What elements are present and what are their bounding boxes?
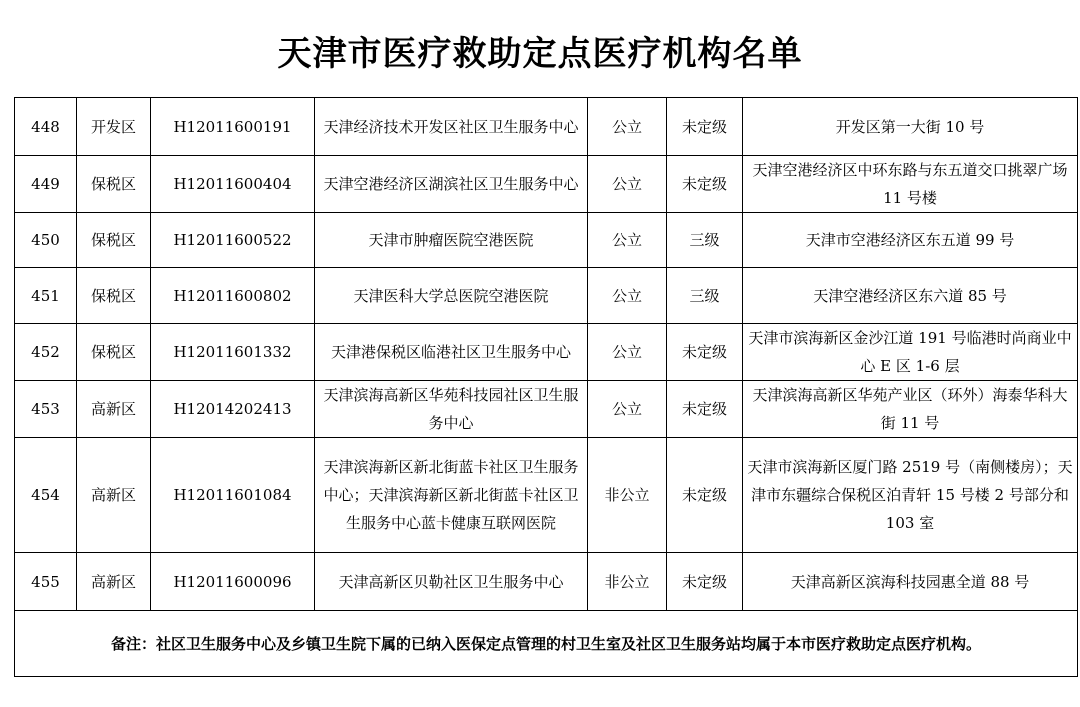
address-cell: 天津空港经济区东六道 85 号 xyxy=(743,268,1078,324)
nature-cell: 公立 xyxy=(588,213,667,268)
page-title: 天津市医疗救助定点医疗机构名单 xyxy=(277,34,803,74)
level-cell: 未定级 xyxy=(667,98,743,156)
row-number: 450 xyxy=(15,213,77,268)
row-number: 449 xyxy=(15,156,77,213)
note-row xyxy=(15,611,1078,677)
code-cell: H12011600522 xyxy=(151,213,315,268)
nature-cell: 非公立 xyxy=(588,438,667,553)
address-cell: 天津高新区滨海科技园惠全道 88 号 xyxy=(743,553,1078,611)
code-cell: H12014202413 xyxy=(151,381,315,438)
district-cell: 保税区 xyxy=(77,213,151,268)
address-cell: 天津市空港经济区东五道 99 号 xyxy=(743,213,1078,268)
district-cell: 保税区 xyxy=(77,268,151,324)
row-number: 455 xyxy=(15,553,77,611)
level-cell: 三级 xyxy=(667,213,743,268)
institution-name-cell: 天津高新区贝勒社区卫生服务中心 xyxy=(315,553,588,611)
level-cell: 未定级 xyxy=(667,438,743,553)
address-cell: 天津空港经济区中环东路与东五道交口挑翠广场 11 号楼 xyxy=(743,156,1078,213)
table-row xyxy=(15,98,1078,156)
institution-name-cell: 天津滨海高新区华苑科技园社区卫生服务中心 xyxy=(315,381,588,438)
table-row xyxy=(15,324,1078,381)
code-cell: H12011601084 xyxy=(151,438,315,553)
level-cell: 未定级 xyxy=(667,381,743,438)
address-cell: 天津市滨海新区厦门路 2519 号（南侧楼房）；天津市东疆综合保税区泊青轩 15 号楼 2 号部分和 103 室 xyxy=(743,438,1078,553)
row-number: 451 xyxy=(15,268,77,324)
address-cell: 天津滨海高新区华苑产业区（环外）海泰华科大街 11 号 xyxy=(743,381,1078,438)
nature-cell: 公立 xyxy=(588,268,667,324)
institution-name-cell: 天津滨海新区新北街蓝卡社区卫生服务中心；天津滨海新区新北街蓝卡社区卫生服务中心蓝卡健康互联网医院 xyxy=(315,438,588,553)
code-cell: H12011601332 xyxy=(151,324,315,381)
nature-cell: 公立 xyxy=(588,324,667,381)
row-number: 448 xyxy=(15,98,77,156)
district-cell: 高新区 xyxy=(77,381,151,438)
level-cell: 三级 xyxy=(667,268,743,324)
address-cell: 天津市滨海新区金沙江道 191 号临港时尚商业中心 E 区 1-6 层 xyxy=(743,324,1078,381)
table-row xyxy=(15,381,1078,438)
level-cell: 未定级 xyxy=(667,553,743,611)
table-row xyxy=(15,156,1078,213)
institution-name-cell: 天津医科大学总医院空港医院 xyxy=(315,268,588,324)
institution-name-cell: 天津经济技术开发区社区卫生服务中心 xyxy=(315,98,588,156)
address-cell: 开发区第一大街 10 号 xyxy=(743,98,1078,156)
row-number: 454 xyxy=(15,438,77,553)
code-cell: H12011600191 xyxy=(151,98,315,156)
level-cell: 未定级 xyxy=(667,156,743,213)
row-number: 452 xyxy=(15,324,77,381)
institution-table xyxy=(14,97,1078,677)
code-cell: H12011600404 xyxy=(151,156,315,213)
nature-cell: 非公立 xyxy=(588,553,667,611)
district-cell: 保税区 xyxy=(77,324,151,381)
table-row xyxy=(15,438,1078,553)
table-row xyxy=(15,553,1078,611)
table-row xyxy=(15,213,1078,268)
code-cell: H12011600802 xyxy=(151,268,315,324)
nature-cell: 公立 xyxy=(588,156,667,213)
institution-name-cell: 天津市肿瘤医院空港医院 xyxy=(315,213,588,268)
district-cell: 开发区 xyxy=(77,98,151,156)
remark-text: 备注：社区卫生服务中心及乡镇卫生院下属的已纳入医保定点管理的村卫生室及社区卫生服务站均属于本市医疗救助定点医疗机构。 xyxy=(15,611,1078,677)
institution-name-cell: 天津港保税区临港社区卫生服务中心 xyxy=(315,324,588,381)
district-cell: 高新区 xyxy=(77,438,151,553)
district-cell: 高新区 xyxy=(77,553,151,611)
row-number: 453 xyxy=(15,381,77,438)
code-cell: H12011600096 xyxy=(151,553,315,611)
table-row xyxy=(15,268,1078,324)
nature-cell: 公立 xyxy=(588,98,667,156)
level-cell: 未定级 xyxy=(667,324,743,381)
institution-name-cell: 天津空港经济区湖滨社区卫生服务中心 xyxy=(315,156,588,213)
nature-cell: 公立 xyxy=(588,381,667,438)
district-cell: 保税区 xyxy=(77,156,151,213)
